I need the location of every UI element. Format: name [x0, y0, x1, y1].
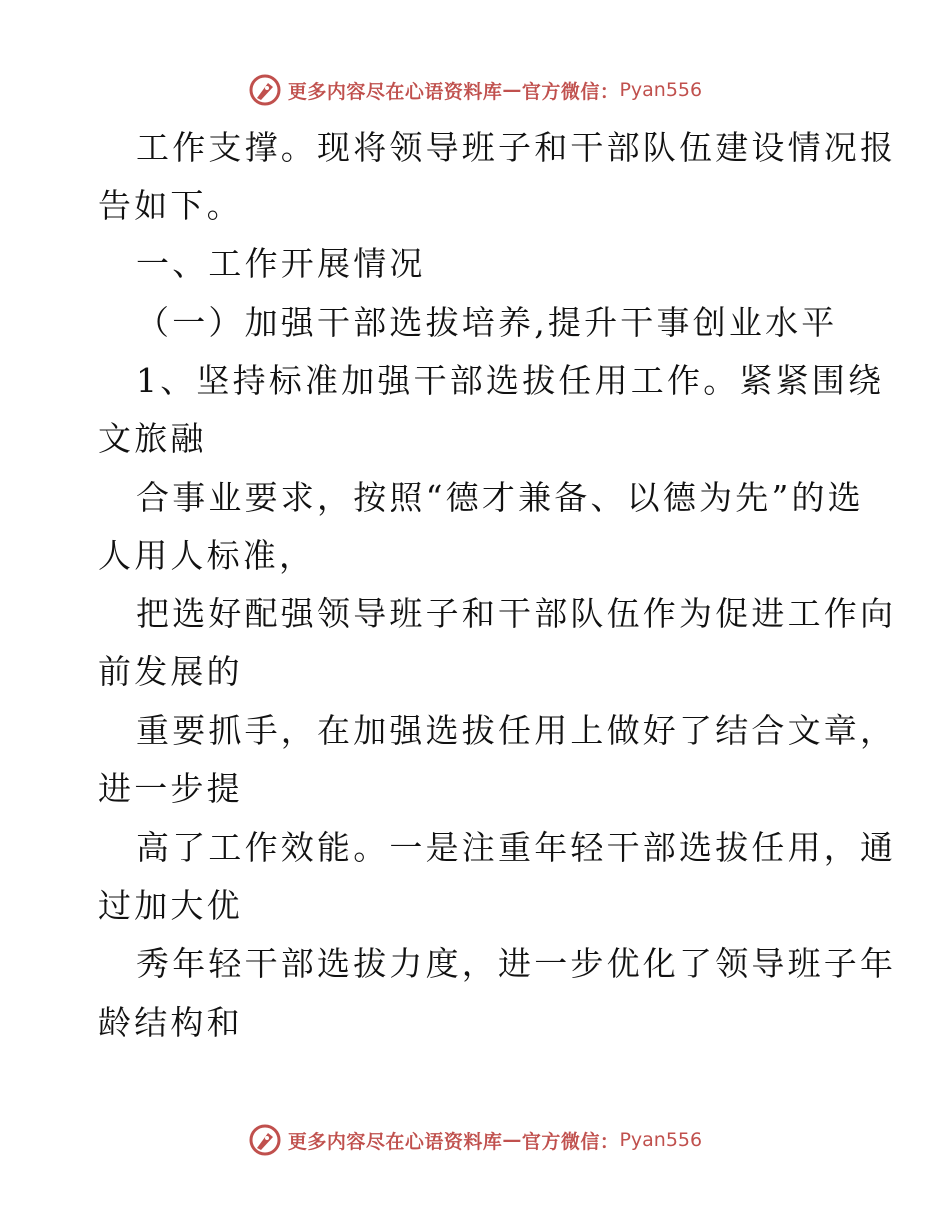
- section-heading: 一、工作开展情况: [136, 244, 426, 283]
- body-line: 进一步提: [98, 769, 243, 808]
- body-line: 重要抓手，在加强选拔任用上做好了结合文章，: [136, 711, 897, 750]
- body-line: 把选好配强领导班子和干部队伍作为促进工作向: [136, 594, 897, 633]
- watermark-brand: 更多内容尽在心语资料库: [287, 1130, 503, 1153]
- body-line: 过加大优: [98, 886, 243, 925]
- footer-watermark: [0, 1120, 950, 1160]
- watermark-contact-label: 官方微信：: [521, 1130, 620, 1153]
- body-line: 合事业要求，按照“德才兼备、以德为先”的选: [136, 478, 864, 517]
- body-line: 人用人标准，: [98, 536, 316, 575]
- pen-nib-logo-icon: [248, 1123, 282, 1157]
- header-watermark: [0, 70, 950, 110]
- watermark-dash: —: [502, 1129, 522, 1151]
- subsection-heading: （一）加强干部选拔培养,提升干事创业水平: [136, 303, 838, 342]
- watermark-dash: —: [502, 79, 522, 101]
- body-line: 龄结构和: [98, 1003, 243, 1042]
- watermark-wechat-id: Pyan556: [619, 1129, 703, 1151]
- body-line: 文旅融: [98, 419, 207, 458]
- watermark-brand: 更多内容尽在心语资料库: [287, 80, 503, 103]
- body-line: 高了工作效能。一是注重年轻干部选拔任用，通: [136, 828, 897, 867]
- body-line: 告如下。: [98, 186, 243, 225]
- body-line: 工作支撑。现将领导班子和干部队伍建设情况报: [136, 128, 897, 167]
- watermark-wechat-id: Pyan556: [619, 79, 703, 101]
- pen-nib-logo-icon: [248, 73, 282, 107]
- body-line: 1、坚持标准加强干部选拔任用工作。紧紧围绕: [136, 361, 885, 400]
- body-line: 前发展的: [98, 652, 243, 691]
- watermark-contact-label: 官方微信：: [521, 80, 620, 103]
- body-line: 秀年轻干部选拔力度，进一步优化了领导班子年: [136, 944, 897, 983]
